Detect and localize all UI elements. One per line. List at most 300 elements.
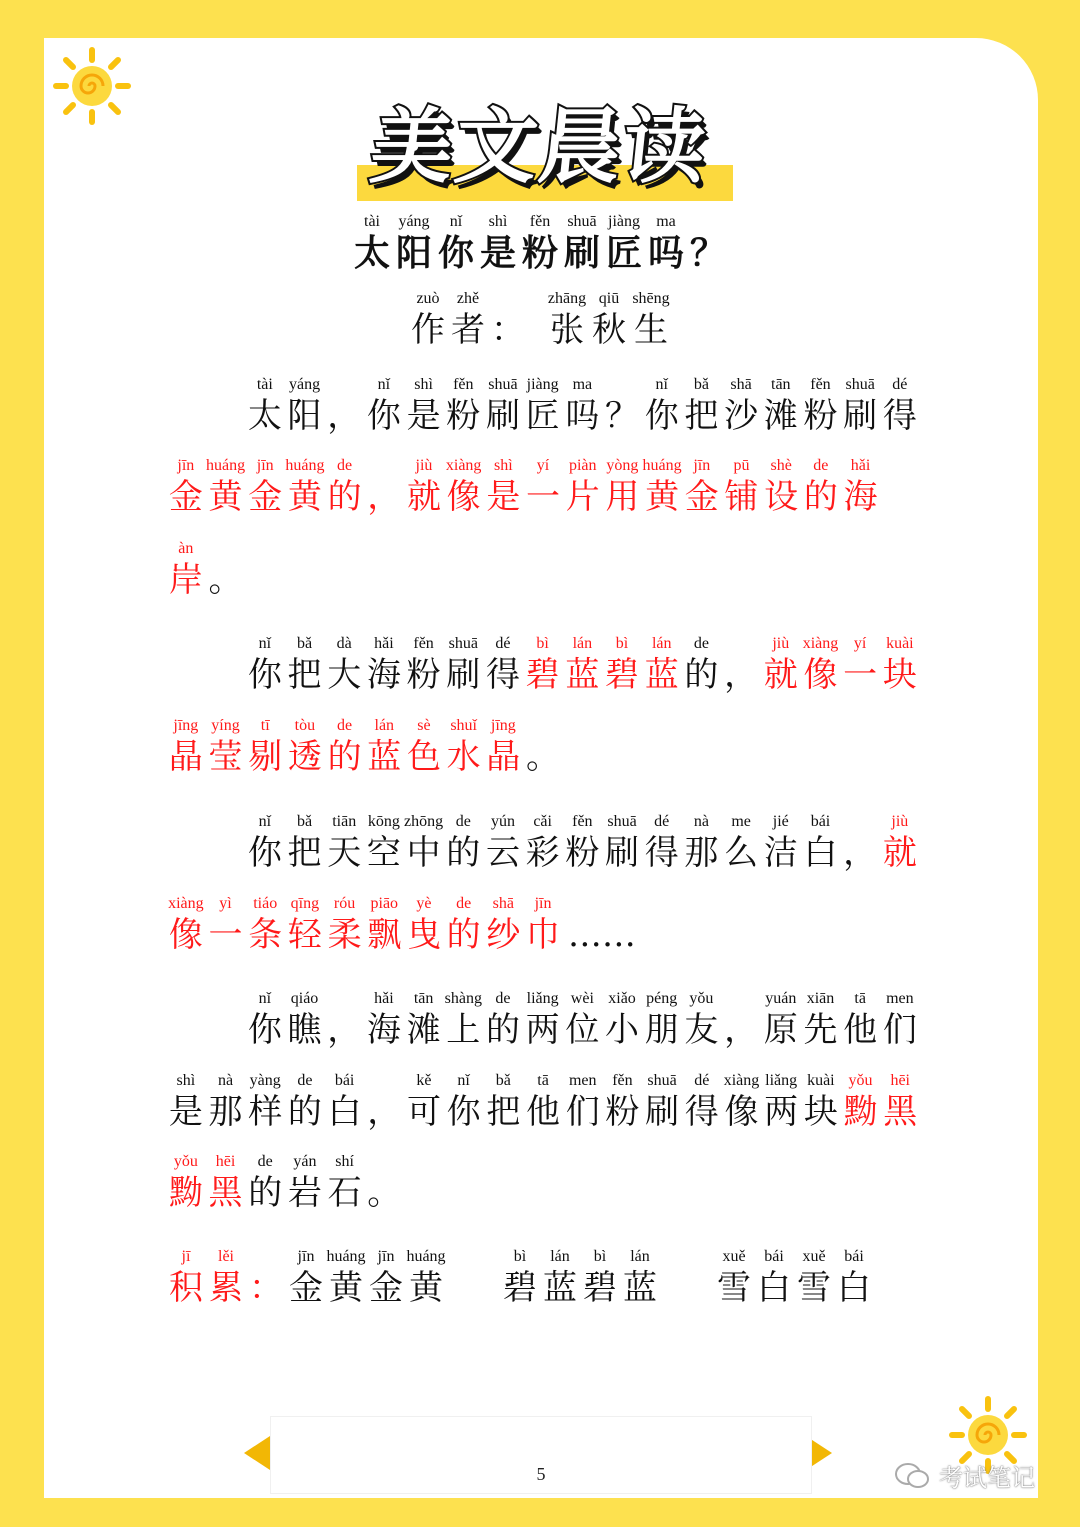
hanzi-with-pinyin bbox=[523, 635, 563, 695]
hanzi: 水 bbox=[446, 737, 481, 777]
pinyin: fěn bbox=[612, 1072, 633, 1089]
pinyin: de bbox=[297, 1072, 313, 1089]
hanzi: 粉 bbox=[565, 833, 600, 873]
hanzi: ， bbox=[724, 1010, 759, 1050]
hanzi-with-pinyin bbox=[245, 1153, 285, 1213]
hanzi: 得 bbox=[684, 1092, 719, 1132]
pinyin: yǒu bbox=[173, 1153, 198, 1170]
hanzi-with-pinyin bbox=[325, 895, 365, 955]
hanzi: 的 bbox=[684, 655, 719, 695]
hanzi-with-pinyin bbox=[801, 990, 841, 1050]
hanzi: 片 bbox=[565, 477, 600, 517]
pinyin: jiù bbox=[772, 635, 790, 652]
hanzi-with-pinyin bbox=[642, 376, 682, 436]
hanzi-with-pinyin bbox=[324, 376, 364, 436]
hanzi-with-pinyin bbox=[404, 717, 444, 777]
hanzi-with-pinyin bbox=[714, 1248, 754, 1308]
hanzi: 粉 bbox=[406, 655, 441, 695]
hanzi-with-pinyin bbox=[166, 1153, 206, 1213]
hanzi-with-pinyin bbox=[682, 1072, 722, 1132]
highlighted-phrase bbox=[166, 540, 206, 600]
hanzi: 蓝 bbox=[543, 1268, 577, 1308]
hanzi: 云 bbox=[485, 833, 520, 873]
hanzi: 空 bbox=[366, 833, 401, 873]
hanzi-with-pinyin bbox=[404, 990, 444, 1050]
pinyin: yì bbox=[219, 895, 232, 912]
hanzi-with-pinyin bbox=[523, 990, 563, 1050]
hanzi: 你 bbox=[247, 833, 282, 873]
pinyin: xiǎo bbox=[608, 990, 636, 1007]
hanzi-with-pinyin bbox=[166, 1072, 206, 1132]
hanzi: 粉 bbox=[605, 1092, 640, 1132]
hanzi-with-pinyin bbox=[206, 1153, 246, 1213]
pinyin: jīn bbox=[534, 895, 552, 912]
pinyin: àn bbox=[178, 540, 194, 557]
pinyin: bǎ bbox=[495, 1072, 511, 1089]
hanzi: 条 bbox=[248, 915, 283, 955]
text-line bbox=[166, 1153, 404, 1213]
hanzi-with-pinyin bbox=[721, 813, 761, 873]
hanzi-with-pinyin bbox=[642, 635, 682, 695]
hanzi-with-pinyin bbox=[484, 457, 524, 517]
text-line bbox=[245, 376, 920, 436]
pinyin: shā bbox=[730, 376, 752, 393]
hanzi: 白 bbox=[803, 833, 838, 873]
hanzi: 阳 bbox=[395, 232, 432, 274]
hanzi: 上 bbox=[446, 1010, 481, 1050]
pinyin: huáng bbox=[205, 457, 246, 474]
hanzi-with-pinyin bbox=[642, 457, 682, 517]
pinyin: de bbox=[495, 990, 511, 1007]
pinyin: men bbox=[886, 990, 914, 1007]
pinyin: huáng bbox=[285, 457, 325, 474]
hanzi-with-pinyin bbox=[206, 895, 246, 955]
pinyin: jiù bbox=[891, 813, 909, 830]
hanzi: 两 bbox=[525, 1010, 560, 1050]
hanzi: 轻 bbox=[287, 915, 322, 955]
hanzi-with-pinyin bbox=[364, 635, 404, 695]
hanzi: 你 bbox=[644, 396, 679, 436]
pinyin: piāo bbox=[370, 895, 399, 912]
hanzi: 样 bbox=[248, 1092, 283, 1132]
hanzi: 金 bbox=[684, 477, 719, 517]
pinyin: yǒu bbox=[689, 990, 714, 1007]
hanzi: 像 bbox=[803, 655, 838, 695]
pinyin: xiàng bbox=[168, 895, 204, 912]
pinyin: de bbox=[456, 895, 472, 912]
pinyin: kōng bbox=[367, 813, 400, 830]
hanzi: 剔 bbox=[248, 737, 283, 777]
pinyin: yòng bbox=[606, 457, 639, 474]
hanzi: 滩 bbox=[763, 396, 798, 436]
highlighted-phrase bbox=[166, 1153, 245, 1213]
hanzi: 两 bbox=[764, 1092, 799, 1132]
hanzi: 的 bbox=[446, 915, 481, 955]
pinyin: cǎi bbox=[533, 813, 552, 830]
hanzi-with-pinyin bbox=[603, 457, 643, 517]
pinyin: shuā bbox=[647, 1072, 677, 1089]
hanzi-with-pinyin bbox=[324, 635, 364, 695]
hanzi: 晶 bbox=[486, 737, 521, 777]
hanzi: ， bbox=[327, 396, 362, 436]
hanzi-with-pinyin bbox=[166, 717, 206, 777]
hanzi: 就 bbox=[406, 477, 441, 517]
hanzi-with-pinyin bbox=[325, 1072, 365, 1132]
pinyin: bái bbox=[810, 813, 831, 830]
hanzi-with-pinyin bbox=[794, 1248, 834, 1308]
hanzi: 黄 bbox=[287, 477, 322, 517]
pinyin: xiān bbox=[806, 990, 835, 1007]
hanzi-with-pinyin bbox=[722, 1072, 762, 1132]
hanzi: 像 bbox=[168, 915, 203, 955]
hanzi-with-pinyin bbox=[642, 990, 682, 1050]
hanzi: 。 bbox=[526, 737, 561, 777]
pinyin: jīn bbox=[297, 1248, 315, 1265]
hanzi: 是 bbox=[168, 1092, 203, 1132]
hanzi-with-pinyin bbox=[404, 457, 444, 517]
hanzi-with-pinyin bbox=[364, 990, 404, 1050]
pinyin: shí bbox=[335, 1153, 354, 1170]
hanzi-with-pinyin bbox=[880, 376, 920, 436]
pinyin: jī bbox=[181, 1248, 191, 1265]
text-line bbox=[166, 457, 880, 517]
hanzi: 黄 bbox=[409, 1268, 443, 1308]
hanzi-with-pinyin bbox=[245, 717, 285, 777]
hanzi-with-pinyin bbox=[682, 635, 722, 695]
hanzi-with-pinyin bbox=[602, 376, 642, 436]
vocabulary-word bbox=[500, 1248, 660, 1308]
text-segment bbox=[245, 1153, 404, 1213]
pinyin: zuò bbox=[416, 290, 440, 307]
hanzi-with-pinyin bbox=[603, 213, 645, 273]
hanzi-with-pinyin bbox=[206, 717, 246, 777]
highlighted-phrase bbox=[841, 1072, 920, 1132]
hanzi: 他 bbox=[526, 1092, 561, 1132]
hanzi: 黄 bbox=[208, 477, 243, 517]
pinyin: lěi bbox=[218, 1248, 234, 1265]
pinyin: qīng bbox=[290, 895, 320, 912]
hanzi-with-pinyin bbox=[483, 376, 523, 436]
hanzi: 用 bbox=[605, 477, 640, 517]
text-line bbox=[245, 813, 920, 873]
hanzi: 就 bbox=[763, 655, 798, 695]
hanzi-with-pinyin bbox=[546, 290, 588, 350]
hanzi-with-pinyin bbox=[721, 635, 761, 695]
hanzi: 是 bbox=[479, 232, 516, 274]
pinyin: nǐ bbox=[258, 813, 272, 830]
pinyin: tān bbox=[413, 990, 434, 1007]
hanzi-with-pinyin bbox=[206, 1248, 246, 1308]
hanzi: 中 bbox=[406, 833, 441, 873]
pinyin: shuā bbox=[607, 813, 637, 830]
hanzi-with-pinyin bbox=[444, 1072, 484, 1132]
hanzi: 他 bbox=[843, 1010, 878, 1050]
pinyin: kuài bbox=[807, 1072, 835, 1089]
hanzi: 碧 bbox=[605, 655, 640, 695]
text-segment bbox=[563, 895, 641, 955]
hanzi: ： bbox=[249, 1268, 283, 1308]
highlighted-phrase bbox=[166, 895, 563, 955]
pinyin: yí bbox=[853, 635, 867, 652]
pinyin: me bbox=[731, 813, 751, 830]
hanzi: 生 bbox=[634, 310, 668, 350]
pinyin: fěn bbox=[810, 376, 831, 393]
hanzi: 把 bbox=[684, 396, 719, 436]
hanzi: 先 bbox=[803, 1010, 838, 1050]
hanzi: 是 bbox=[486, 477, 521, 517]
pinyin: shuā bbox=[448, 635, 478, 652]
hanzi-with-pinyin bbox=[443, 376, 483, 436]
page-heading: 美文晨读 bbox=[366, 100, 713, 195]
previous-page-arrow[interactable] bbox=[244, 1436, 270, 1470]
hanzi: 那 bbox=[684, 833, 719, 873]
pinyin: zhě bbox=[456, 290, 480, 307]
hanzi: 像 bbox=[446, 477, 481, 517]
hanzi: ， bbox=[843, 833, 878, 873]
hanzi: 位 bbox=[565, 1010, 600, 1050]
text-line bbox=[166, 717, 563, 777]
hanzi: 的 bbox=[485, 1010, 520, 1050]
hanzi: 者 bbox=[451, 310, 485, 350]
hanzi-with-pinyin bbox=[841, 1072, 881, 1132]
pinyin: ma bbox=[572, 376, 593, 393]
hanzi: 秋 bbox=[592, 310, 626, 350]
hanzi: 蓝 bbox=[565, 655, 600, 695]
highlighted-phrase bbox=[880, 813, 920, 873]
hanzi: ， bbox=[724, 655, 759, 695]
pinyin: dé bbox=[694, 1072, 710, 1089]
pinyin: lán bbox=[374, 717, 395, 734]
hanzi: 的 bbox=[803, 477, 838, 517]
hanzi-with-pinyin bbox=[761, 635, 801, 695]
pinyin: tān bbox=[771, 376, 791, 393]
pinyin: lán bbox=[572, 635, 593, 652]
hanzi-with-pinyin bbox=[523, 457, 563, 517]
hanzi: 友 bbox=[684, 1010, 719, 1050]
pinyin: jiàng bbox=[526, 376, 559, 393]
pinyin: lán bbox=[651, 635, 672, 652]
hanzi: 蓝 bbox=[623, 1268, 657, 1308]
hanzi: …… bbox=[567, 915, 636, 955]
hanzi-with-pinyin bbox=[245, 813, 285, 873]
hanzi: 黄 bbox=[329, 1268, 363, 1308]
hanzi-with-pinyin bbox=[286, 1248, 326, 1308]
hanzi-with-pinyin bbox=[364, 895, 404, 955]
pinyin: fěn bbox=[413, 635, 434, 652]
hanzi-with-pinyin bbox=[285, 635, 325, 695]
pinyin: bái bbox=[764, 1248, 784, 1265]
pinyin: bì bbox=[593, 1248, 607, 1265]
hanzi-with-pinyin bbox=[245, 1072, 285, 1132]
pinyin: shì bbox=[176, 1072, 196, 1089]
watermark-text: 考试笔记 bbox=[939, 1464, 1035, 1492]
hanzi-with-pinyin bbox=[687, 213, 729, 273]
hanzi-with-pinyin bbox=[563, 895, 641, 955]
hanzi: 太 bbox=[353, 232, 390, 274]
text-line bbox=[166, 1072, 920, 1132]
hanzi-with-pinyin bbox=[484, 895, 524, 955]
text-segment bbox=[206, 540, 246, 600]
hanzi-with-pinyin bbox=[761, 813, 801, 873]
hanzi-with-pinyin bbox=[602, 635, 642, 695]
hanzi-with-pinyin bbox=[245, 635, 285, 695]
hanzi: 得 bbox=[644, 833, 679, 873]
hanzi: ， bbox=[327, 1010, 362, 1050]
pinyin: tiáo bbox=[253, 895, 278, 912]
hanzi-with-pinyin bbox=[325, 1153, 365, 1213]
hanzi-with-pinyin bbox=[880, 635, 920, 695]
hanzi: 岸 bbox=[168, 560, 203, 600]
hanzi: 的 bbox=[327, 477, 362, 517]
pinyin: liǎng bbox=[526, 990, 559, 1007]
hanzi: 金 bbox=[248, 477, 283, 517]
hanzi: 刷 bbox=[485, 396, 520, 436]
hanzi: 累 bbox=[209, 1268, 243, 1308]
hanzi-with-pinyin bbox=[285, 813, 325, 873]
pinyin: yán bbox=[293, 1153, 317, 1170]
hanzi: 一 bbox=[526, 477, 561, 517]
hanzi: 黝 bbox=[168, 1173, 203, 1213]
hanzi: 曳 bbox=[406, 915, 441, 955]
hanzi-with-pinyin bbox=[563, 1072, 603, 1132]
hanzi: 作 bbox=[411, 310, 445, 350]
pinyin: xuě bbox=[802, 1248, 826, 1265]
hanzi: 原 bbox=[763, 1010, 798, 1050]
text-line bbox=[166, 540, 245, 600]
pinyin: shuā bbox=[567, 213, 597, 230]
hanzi: 岩 bbox=[287, 1173, 322, 1213]
hanzi: 洁 bbox=[763, 833, 798, 873]
hanzi: 透 bbox=[287, 737, 322, 777]
pinyin: bì bbox=[513, 1248, 527, 1265]
pinyin: de bbox=[693, 635, 709, 652]
hanzi: 滩 bbox=[406, 1010, 441, 1050]
hanzi: 的 bbox=[327, 737, 362, 777]
hanzi: 张 bbox=[550, 310, 584, 350]
hanzi-with-pinyin bbox=[364, 1072, 404, 1132]
pinyin: yún bbox=[490, 813, 515, 830]
watermark bbox=[895, 1458, 1035, 1493]
pinyin: yí bbox=[536, 457, 550, 474]
highlighted-phrase bbox=[761, 635, 920, 695]
pinyin: hǎi bbox=[374, 635, 394, 652]
hanzi-with-pinyin bbox=[435, 213, 477, 273]
hanzi: 刷 bbox=[645, 1092, 680, 1132]
hanzi-with-pinyin bbox=[580, 1248, 620, 1308]
hanzi: ， bbox=[367, 1092, 402, 1132]
pinyin: jīn bbox=[693, 457, 711, 474]
pinyin: wèi bbox=[570, 990, 594, 1007]
hanzi: 太 bbox=[247, 396, 282, 436]
pinyin: nǐ bbox=[377, 376, 391, 393]
hanzi: 碧 bbox=[583, 1268, 617, 1308]
hanzi-with-pinyin bbox=[563, 457, 603, 517]
pinyin: lán bbox=[550, 1248, 570, 1265]
pinyin: ma bbox=[656, 213, 676, 230]
hanzi-with-pinyin bbox=[523, 813, 563, 873]
pinyin: nǐ bbox=[258, 635, 272, 652]
hanzi-with-pinyin bbox=[602, 990, 642, 1050]
hanzi-with-pinyin bbox=[404, 895, 444, 955]
hanzi-with-pinyin bbox=[563, 990, 603, 1050]
pinyin: bì bbox=[536, 635, 549, 652]
hanzi: 金 bbox=[289, 1268, 323, 1308]
hanzi-with-pinyin bbox=[880, 1072, 920, 1132]
text-segment bbox=[245, 376, 920, 436]
hanzi: 铺 bbox=[724, 477, 759, 517]
pinyin: bái bbox=[334, 1072, 355, 1089]
hanzi-with-pinyin bbox=[285, 457, 325, 517]
hanzi: 吗 bbox=[565, 396, 600, 436]
pinyin: kě bbox=[416, 1072, 432, 1089]
hanzi: 块 bbox=[803, 1092, 838, 1132]
hanzi: 金 bbox=[168, 477, 203, 517]
hanzi: 吗 bbox=[647, 232, 684, 274]
pinyin: zhāng bbox=[547, 290, 587, 307]
hanzi-with-pinyin bbox=[325, 457, 365, 517]
hanzi-with-pinyin bbox=[483, 635, 523, 695]
accumulation-label bbox=[166, 1248, 286, 1308]
pinyin: yàng bbox=[249, 1072, 281, 1089]
pinyin: péng bbox=[646, 990, 678, 1007]
pinyin: yáng bbox=[288, 376, 321, 393]
vocabulary-word bbox=[714, 1248, 874, 1308]
hanzi-with-pinyin bbox=[285, 1072, 325, 1132]
hanzi-with-pinyin bbox=[563, 635, 603, 695]
hanzi: 黝 bbox=[843, 1092, 878, 1132]
pinyin: nà bbox=[217, 1072, 234, 1089]
hanzi-with-pinyin bbox=[404, 1072, 444, 1132]
pinyin: shì bbox=[414, 376, 433, 393]
pinyin: shā bbox=[492, 895, 514, 912]
hanzi: 。 bbox=[367, 1173, 402, 1213]
pinyin: de bbox=[813, 457, 829, 474]
pinyin: yè bbox=[416, 895, 432, 912]
hanzi-with-pinyin bbox=[588, 290, 630, 350]
hanzi: 瞧 bbox=[287, 1010, 322, 1050]
hanzi-with-pinyin bbox=[880, 990, 920, 1050]
pinyin: tā bbox=[537, 1072, 549, 1089]
hanzi-with-pinyin bbox=[540, 1248, 580, 1308]
hanzi: 刷 bbox=[446, 655, 481, 695]
hanzi-with-pinyin bbox=[841, 457, 881, 517]
hanzi-with-pinyin bbox=[761, 1072, 801, 1132]
hanzi: 莹 bbox=[208, 737, 243, 777]
hanzi: 粉 bbox=[521, 232, 558, 274]
hanzi-with-pinyin bbox=[721, 990, 761, 1050]
hanzi: 碧 bbox=[503, 1268, 537, 1308]
hanzi-with-pinyin bbox=[801, 813, 841, 873]
hanzi: 的 bbox=[287, 1092, 322, 1132]
text-segment bbox=[245, 990, 920, 1050]
pinyin: kuài bbox=[886, 635, 914, 652]
hanzi-with-pinyin bbox=[443, 990, 483, 1050]
hanzi: 块 bbox=[882, 655, 917, 695]
hanzi: 石 bbox=[327, 1173, 362, 1213]
pinyin: yíng bbox=[211, 717, 240, 734]
hanzi-with-pinyin bbox=[444, 895, 484, 955]
pinyin: shēng bbox=[632, 290, 670, 307]
hanzi-with-pinyin bbox=[206, 1072, 246, 1132]
pinyin: huáng bbox=[406, 1248, 446, 1265]
hanzi: 海 bbox=[366, 655, 401, 695]
hanzi-with-pinyin bbox=[364, 813, 404, 873]
hanzi-with-pinyin bbox=[325, 717, 365, 777]
hanzi: ， bbox=[367, 477, 402, 517]
hanzi: 碧 bbox=[525, 655, 560, 695]
hanzi-with-pinyin bbox=[483, 813, 523, 873]
pinyin: jīng bbox=[490, 717, 516, 734]
